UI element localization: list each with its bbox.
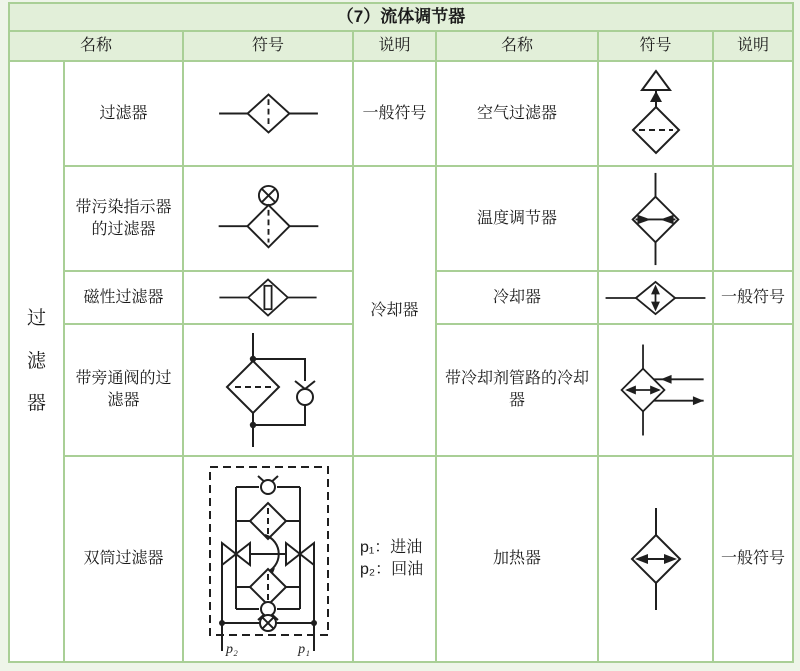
heater-symbol [606, 504, 706, 614]
group-char: 过 [26, 308, 46, 330]
desc-cell-merged: 冷却器 [353, 166, 436, 456]
desc-cell: 一般符号 [713, 271, 793, 324]
group-label [13, 306, 60, 417]
desc-cell [713, 166, 793, 271]
name-cell: 空气过滤器 [436, 61, 598, 166]
table-row [9, 61, 793, 166]
fluid-regulator-symbol-table [8, 2, 794, 663]
group-char: 器 [26, 393, 46, 415]
table-row [9, 31, 793, 61]
filter-general-symbol [211, 85, 326, 142]
filter-bypass-valve-symbol [193, 329, 343, 451]
name-cell: 加热器 [436, 456, 598, 662]
symbol-cell [183, 166, 353, 271]
desc-cell [353, 456, 436, 662]
name-cell: 带污染指示器的过滤器 [64, 166, 183, 271]
col-header-name-left: 名称 [9, 31, 183, 61]
desc-line: p₂：回油 [360, 561, 424, 578]
name-cell: 带旁通阀的过滤器 [64, 324, 183, 456]
desc-cell: 一般符号 [353, 61, 436, 166]
name-cell: 带冷却剂管路的冷却器 [436, 324, 598, 456]
table-row [9, 456, 793, 662]
name-cell: 冷却器 [436, 271, 598, 324]
cooler-coolant-lines-symbol [602, 336, 709, 444]
desc-cell: 一般符号 [713, 456, 793, 662]
desc-cell [713, 61, 793, 166]
page-title: （7）流体调节器 [9, 3, 793, 31]
name-cell: 过滤器 [64, 61, 183, 166]
desc-line: p₁：进油 [360, 539, 423, 557]
name-cell: 磁性过滤器 [64, 271, 183, 324]
symbol-cell [598, 456, 713, 662]
symbol-cell [598, 324, 713, 456]
symbol-cell [183, 324, 353, 456]
air-filter-symbol [606, 66, 706, 161]
col-header-name-right: 名称 [436, 31, 598, 61]
name-cell: 温度调节器 [436, 166, 598, 271]
cooler-symbol [602, 274, 709, 322]
symbol-cell [183, 271, 353, 324]
duplex-filter-symbol [188, 459, 348, 659]
temperature-regulator-symbol [608, 169, 703, 269]
duplex-p2-label: p₂ [226, 642, 238, 657]
group-char: 滤 [26, 350, 46, 372]
symbol-cell [183, 456, 353, 662]
col-header-desc-left: 说明 [353, 31, 436, 61]
table-row [9, 166, 793, 271]
symbol-cell [598, 61, 713, 166]
magnetic-filter-symbol [214, 274, 322, 321]
symbol-cell [598, 271, 713, 324]
symbol-cell [598, 166, 713, 271]
desc-cell [713, 324, 793, 456]
table-row [9, 3, 793, 31]
col-header-desc-right: 说明 [713, 31, 793, 61]
symbol-cell [183, 61, 353, 166]
name-cell: 双筒过滤器 [64, 456, 183, 662]
group-label-cell [9, 61, 64, 662]
duplex-p1-label: p₁ [298, 642, 310, 657]
col-header-symbol-left: 符号 [183, 31, 353, 61]
col-header-symbol-right: 符号 [598, 31, 713, 61]
filter-contamination-indicator-symbol [211, 180, 326, 257]
